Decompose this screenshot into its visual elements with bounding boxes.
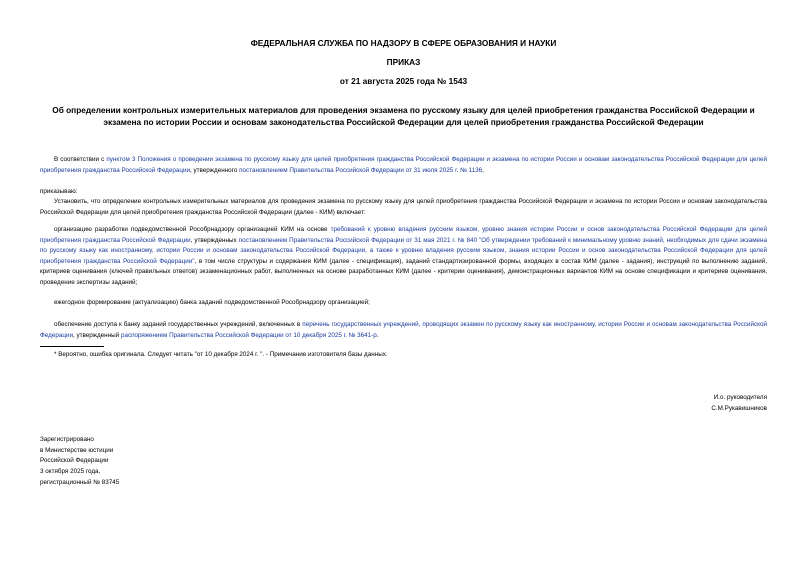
- text: В соответствии с: [54, 156, 107, 163]
- registration-block: [40, 435, 119, 489]
- text: , утвержденный: [72, 331, 121, 339]
- link-government-decree-1136[interactable]: постановлением Правительства Российской Федерации от 31 июля 2025 г. № 1136: [239, 166, 483, 174]
- paragraph-item-development: [40, 225, 767, 289]
- paragraph-item-bank: ежегодное формирование (актуализацию) банка заданий подведомственной Рособрнадзору организацией;: [54, 299, 370, 306]
- text: .: [376, 331, 379, 339]
- signatory-position: И.о. руководителя: [713, 394, 767, 401]
- text: , в том числе структуры и содержания КИМ (далее - спецификация), заданий стандартизированной формы, входящих в состав КИМ (далее - задания), инструкций по выполнению заданий, критериев оценивания (ключей правильных ответов) экзаменационных работ, выполненных на основе разработанных КИМ (далее - критерии оценивания), демонстрационных вариантов КИМ на основе спецификации и критериев оценивания, проведение экспертизы заданий;: [40, 257, 767, 286]
- registration-line: Зарегистрировано: [40, 436, 94, 443]
- text: ,: [482, 166, 484, 174]
- paragraph-establish: Установить, что определение контрольных измерительных материалов для проведения экзамена по русскому языку для целей приобретения гражданства Российской Федерации и экзамена по истории России и основам законодательства Российской Федерации для целей приобретения гражданства Российской Федерации (далее - КИМ) включает:: [40, 198, 767, 216]
- text: организацию разработки подведомственной Рособрнадзору организацией КИМ на основе: [54, 226, 331, 233]
- footnote: * Вероятно, ошибка оригинала. Следует читать "от 10 декабря 2024 г. ". - Примечание изготовителя базы данных.: [54, 351, 388, 358]
- registration-line: в Министерстве юстиции: [40, 446, 114, 454]
- registration-line: регистрационный № 83745: [40, 478, 120, 486]
- link-requirements[interactable]: требований к уровню владения русским языком, уровню знания истории России и основ законодательства Российской Федерации для целей приобретения гражданства Российской Федерации: [40, 226, 767, 244]
- paragraph-item-access: [40, 320, 767, 341]
- registration-line: 3 октября 2025 года,: [40, 468, 101, 476]
- link-institutions-list[interactable]: перечень государственных учреждений, проводящих экзамен по русскому языку как иностранному, истории России и основам законодательства Российской Федерации: [40, 321, 767, 339]
- link-regulation-point-3[interactable]: пунктом 3 Положения о проведении экзамена по русскому языку для целей приобретения гражданства Российской Федерации и экзамена по истории России и основам законодательства Российской Федерации для целей приобретения гражданства Российской Федерации: [40, 156, 768, 174]
- paragraph-order: приказываю:: [40, 188, 78, 195]
- footnote-divider: [40, 346, 104, 347]
- link-government-decree-840[interactable]: постановлением Правительства Российской Федерации от 31 мая 2021 г. № 840 "Об утверждении требований к минимальному уровню знаний, необходимых для сдачи экзамена по русскому языку как иностранному, истории России и основам законодательства Российской Федерации, а также к уровню владения русским языком, знания истории России и основ законодательства Российской Федерации для целей приобретения гражданства Российской Федерации": [40, 236, 768, 265]
- signature-block: [711, 393, 767, 414]
- signatory-name: С.М.Рукавишников: [711, 404, 767, 412]
- document-title: Об определении контрольных измерительных материалов для проведения экзамена по русскому языку для целей приобретения гражданства Российской Федерации и экзамена по истории России и основам законодательства Российской Федерации для целей приобретения гражданства Российской Федерации: [52, 105, 755, 127]
- document-type: ПРИКАЗ: [386, 57, 421, 67]
- registration-line: Российской Федерации: [40, 457, 109, 465]
- agency-name: ФЕДЕРАЛЬНАЯ СЛУЖБА ПО НАДЗОРУ В СФЕРЕ ОБРАЗОВАНИЯ И НАУКИ: [250, 38, 557, 48]
- link-government-order-3641[interactable]: распоряжением Правительства Российской Федерации от 10 декабря 2025 г. № 3641-р: [120, 331, 377, 339]
- text: обеспечение доступа к банку заданий государственных учреждений, включенных в: [54, 321, 303, 328]
- text: , утвержденного: [190, 166, 240, 174]
- paragraph-basis: [40, 155, 767, 176]
- text: , утвержденных: [190, 236, 239, 244]
- document-date: от 21 августа 2025 года № 1543: [339, 76, 468, 86]
